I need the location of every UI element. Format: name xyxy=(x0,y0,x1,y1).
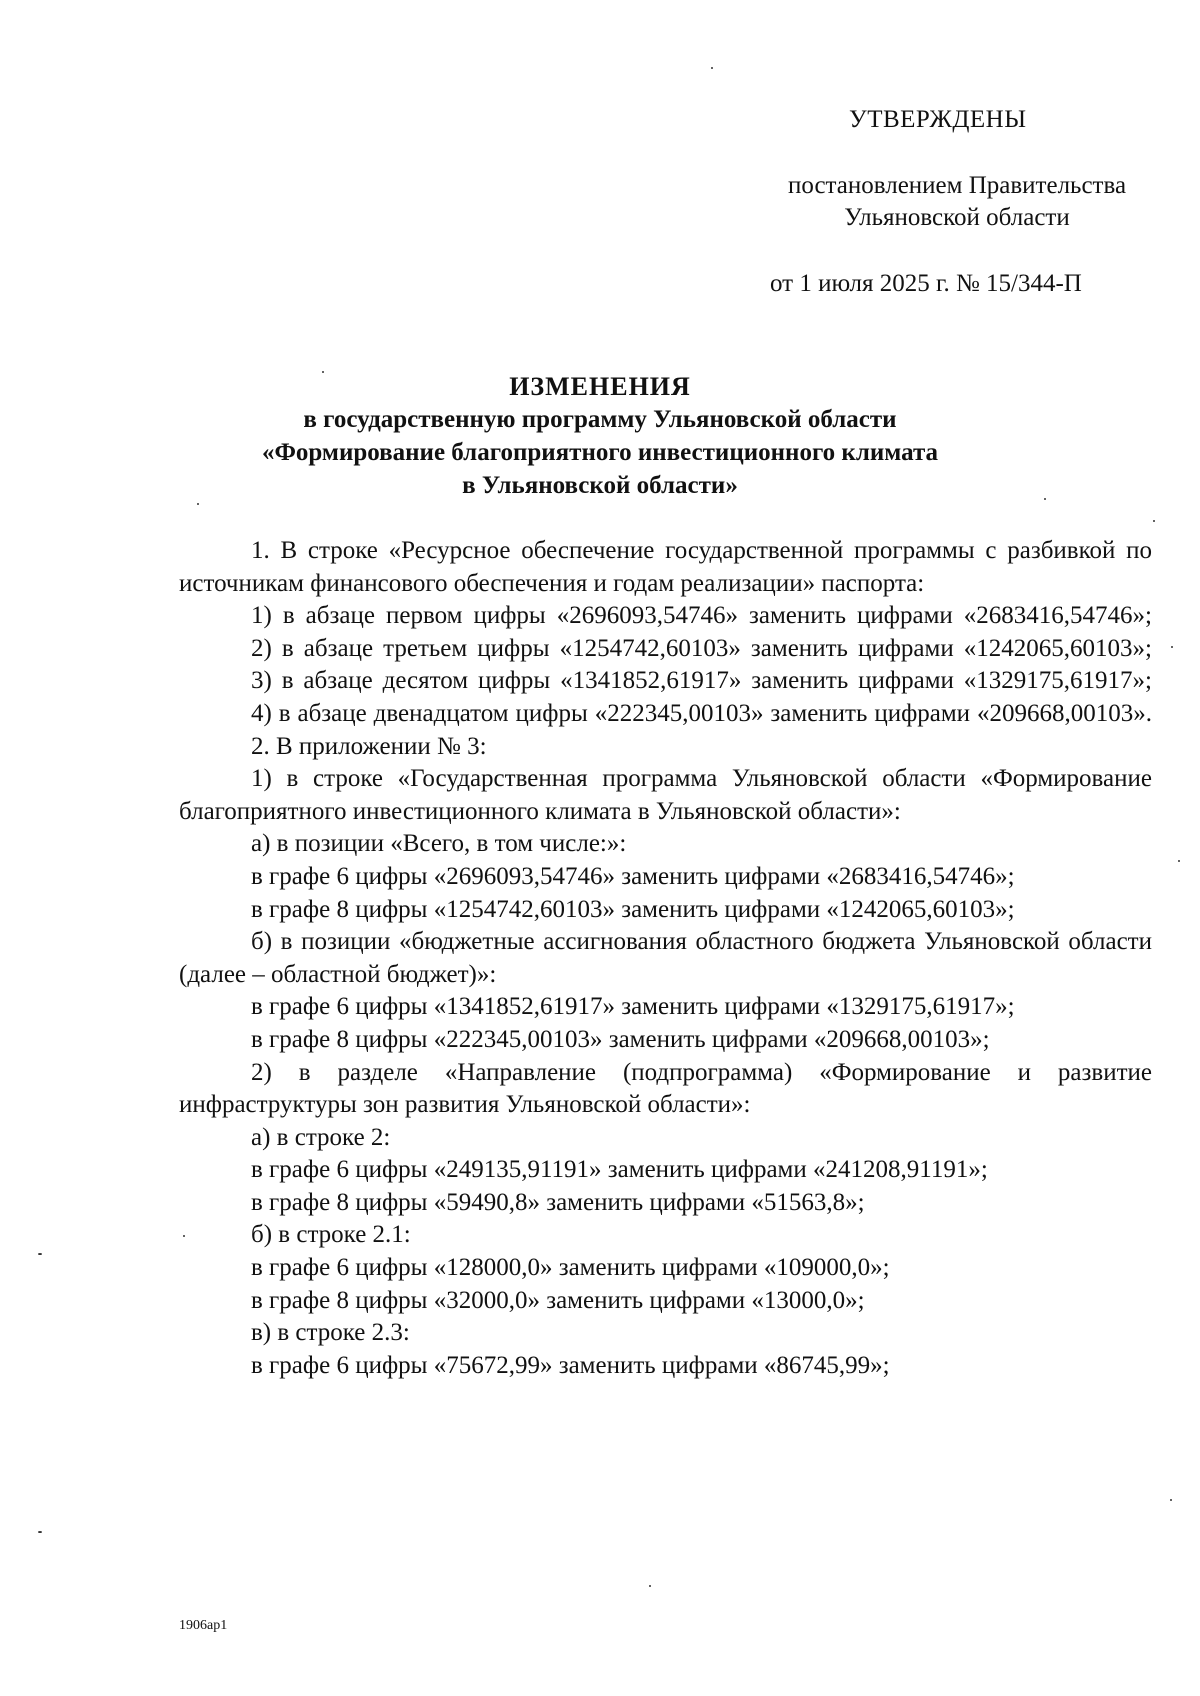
approval-date: от 1 июля 2025 г. № 15/344-П xyxy=(770,270,1082,297)
scan-speck xyxy=(1171,646,1173,648)
scan-speck xyxy=(1170,1499,1172,1501)
paragraph: б) в строке 2.1: xyxy=(251,1221,411,1249)
paragraph: в) в строке 2.3: xyxy=(251,1319,410,1347)
heading-line: «Формирование благоприятного инвестиционного климата xyxy=(261,439,939,466)
paragraph: 2) в разделе «Направление (подпрограмма) «Формирование и развитие инфраструктуры зон развития Ульяновской области»: xyxy=(179,1058,1152,1119)
paragraph: в графе 6 цифры «75672,99» заменить цифрами «86745,99»; xyxy=(251,1351,890,1379)
heading-line: в государственную программу Ульяновской области xyxy=(303,406,897,433)
paragraph: 3) в абзаце десятом цифры «1341852,61917» заменить цифрами «1329175,61917»; xyxy=(251,667,1152,695)
paragraph: а) в позиции «Всего, в том числе:»: xyxy=(251,830,627,858)
paragraph: 4) в абзаце двенадцатом цифры «222345,00103» заменить цифрами «209668,00103». xyxy=(251,699,1152,727)
paragraph: 2) в абзаце третьем цифры «1254742,60103» заменить цифрами «1242065,60103»; xyxy=(251,634,1152,662)
paragraph: в графе 8 цифры «32000,0» заменить цифрами «13000,0»; xyxy=(251,1286,865,1314)
paragraph: в графе 8 цифры «1254742,60103» заменить цифрами «1242065,60103»; xyxy=(251,895,1015,923)
scan-speck xyxy=(197,503,199,505)
scan-speck xyxy=(183,1235,185,1237)
approval-authority: постановлением Правительства Ульяновской области xyxy=(787,172,1127,231)
heading-title: ИЗМЕНЕНИЯ xyxy=(509,372,691,401)
paragraph: 1) в строке «Государственная программа Ульяновской области «Формирование благоприятного инвестиционного климата в Ульяновской области»: xyxy=(179,765,1152,825)
scan-speck xyxy=(322,371,324,373)
scan-speck xyxy=(1153,520,1155,522)
paragraph: в графе 8 цифры «59490,8» заменить цифрами «51563,8»; xyxy=(251,1188,865,1216)
paragraph: в графе 6 цифры «2696093,54746» заменить цифрами «2683416,54746»; xyxy=(251,862,1015,890)
paragraph: 2. В приложении № 3: xyxy=(251,732,487,760)
heading-line: в Ульяновской области» xyxy=(462,472,738,499)
paragraph: 1. В строке «Ресурсное обеспечение государственной программы с разбивкой по источникам финансового обеспечения и годам реализации» паспорта: xyxy=(179,537,1152,597)
paragraph: в графе 6 цифры «249135,91191» заменить цифрами «241208,91191»; xyxy=(251,1156,988,1184)
paragraph: в графе 6 цифры «1341852,61917» заменить цифрами «1329175,61917»; xyxy=(251,993,1015,1021)
document-body xyxy=(179,535,1152,1382)
scan-speck xyxy=(38,1253,42,1255)
paragraph: в графе 6 цифры «128000,0» заменить цифрами «109000,0»; xyxy=(251,1254,890,1282)
document-heading xyxy=(100,370,1100,502)
scan-speck xyxy=(649,1585,651,1587)
document-code: 1906ap1 xyxy=(179,1618,228,1633)
scan-speck xyxy=(711,67,713,69)
paragraph: в графе 8 цифры «222345,00103» заменить цифрами «209668,00103»; xyxy=(251,1025,990,1053)
paragraph: а) в строке 2: xyxy=(251,1123,391,1151)
scan-speck xyxy=(1178,860,1180,862)
scan-speck xyxy=(38,1531,42,1533)
paragraph: 1) в абзаце первом цифры «2696093,54746» заменить цифрами «2683416,54746»; xyxy=(251,602,1152,630)
paragraph: б) в позиции «бюджетные ассигнования областного бюджета Ульяновской области (далее – областной бюджет)»: xyxy=(179,928,1152,988)
scan-speck xyxy=(1044,498,1046,500)
approval-title: УТВЕРЖДЕНЫ xyxy=(849,106,1027,133)
